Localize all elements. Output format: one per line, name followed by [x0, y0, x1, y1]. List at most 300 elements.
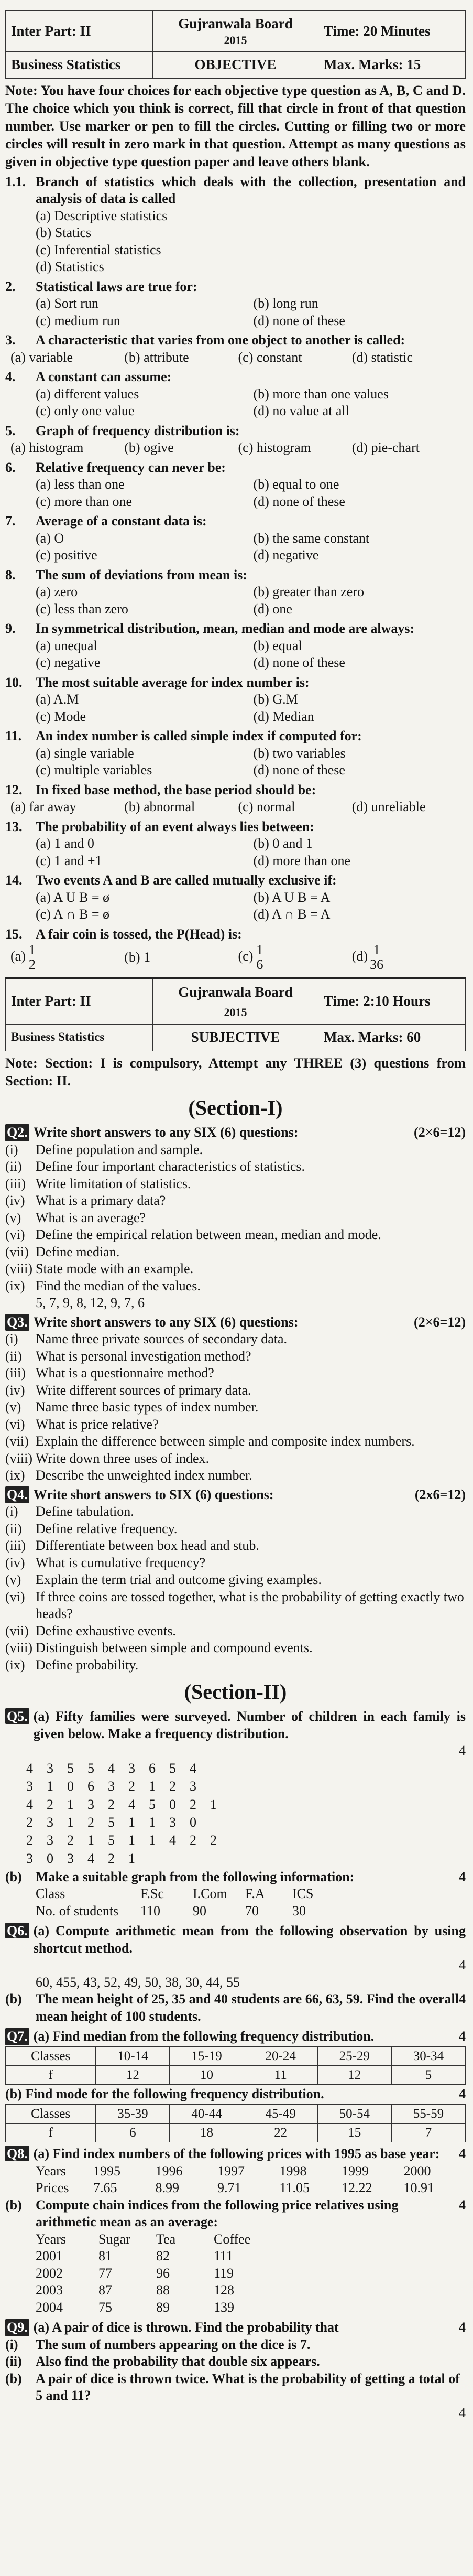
item-text: Define median.: [36, 1244, 120, 1259]
option: (b) attribute: [124, 349, 189, 365]
question-text: Relative frequency can never be:: [36, 459, 226, 475]
board-name: Gujranwala Board 2015: [152, 11, 318, 52]
table-cell: 10.91: [403, 2180, 434, 2196]
short-question: [5, 1158, 466, 1176]
item-number: (viii): [5, 1450, 32, 1466]
question-number: 3.: [5, 332, 16, 348]
table-cell: 5: [391, 2066, 465, 2085]
item-text: If three coins are tossed together, what is the probability of getting exactly two heads?: [36, 1589, 464, 1622]
price-relatives-table: [5, 2231, 466, 2316]
question-number: 13.: [5, 818, 23, 834]
option: (d) none of these: [253, 312, 345, 328]
option: (c) Mode: [36, 708, 86, 724]
table-cell: 15-19: [170, 2046, 244, 2065]
data-row: 3 1 0 6 3 2 1 2 3: [26, 1779, 196, 1794]
table-cell: 88: [156, 2282, 170, 2298]
table-cell: 82: [156, 2248, 170, 2264]
option: (c) normal: [238, 799, 295, 815]
section-2-title: (Section-II): [184, 1680, 287, 1704]
table-cell: 2000: [403, 2163, 431, 2179]
table-cell: 25-29: [317, 2046, 391, 2065]
option: (a) far away: [10, 799, 76, 815]
option: (a) variable: [10, 349, 73, 365]
option: (b) the same constant: [253, 530, 370, 546]
time-label: Time: 2:10 Hours: [318, 978, 466, 1025]
table-row: [6, 2124, 466, 2142]
option: (b) greater than zero: [253, 584, 364, 600]
item-number: (v): [5, 1210, 21, 1225]
item-number: (ii): [5, 1521, 22, 1536]
question-options: [5, 439, 466, 457]
question-text: A constant can assume:: [36, 369, 172, 385]
question-number: 5.: [5, 423, 16, 438]
item-text: Write limitation of statistics.: [36, 1176, 191, 1191]
table-cell: 87: [98, 2282, 112, 2298]
option: (d) Median: [253, 708, 314, 724]
item-number: (ix): [5, 1657, 25, 1673]
objective-questions: [5, 174, 466, 923]
table-cell: 1998: [279, 2163, 307, 2179]
question-8: Q8. (a) Find index numbers of the following prices with 1995 as base year: 4 Years 1995 1996 1997 1998 1999 2000 Prices 7.65 8.99 9.71 11.05 12.22 10.91 (b) Compute chain indices from the following price relatives using arithmetic mean as an average: 4 Years Sugar Tea Coffee 2001 81 82 111 2002 77 96 119 2003 87 88 128 2004 75 89 139: [5, 2146, 466, 2316]
table-row: [6, 2046, 466, 2065]
table-cell: 75: [98, 2299, 112, 2315]
item-text: Name three private sources of secondary data.: [36, 1331, 288, 1347]
item-text: The sum of numbers appearing on the dice is 7.: [36, 2336, 311, 2352]
table-cell: 128: [214, 2282, 234, 2298]
question-9: [5, 620, 466, 672]
table-cell: 18: [170, 2124, 244, 2142]
short-question: [5, 1467, 466, 1484]
item-number: (iii): [5, 1365, 26, 1381]
item-text: What is personal investigation method?: [36, 1348, 251, 1364]
question-11: [5, 728, 466, 779]
item-text: Define tabulation.: [36, 1504, 134, 1519]
option: (d) unreliable: [351, 799, 426, 815]
table-row: [6, 2066, 466, 2085]
option: (a) unequal: [36, 638, 97, 653]
short-question: [5, 1623, 466, 1640]
table-cell: 1999: [342, 2163, 369, 2179]
item-text: 5, 7, 9, 8, 12, 9, 7, 6: [36, 1295, 145, 1311]
table-cell: 2003: [36, 2282, 63, 2298]
item-number: (iii): [5, 1176, 26, 1191]
question-number: 14.: [5, 872, 23, 888]
max-marks: Max. Marks: 15: [318, 52, 466, 79]
short-question: [5, 1331, 466, 1348]
table-cell: 2002: [36, 2265, 63, 2281]
short-question: [5, 1555, 466, 1572]
question-text: The most suitable average for index number is:: [36, 674, 310, 690]
short-question: [5, 1537, 466, 1555]
table-cell: 8.99: [155, 2180, 179, 2196]
item-number: (i): [5, 1141, 18, 1157]
short-question: [5, 1521, 466, 1538]
question-6: Q6. (a) Compute arithmetic mean from the following observation by using shortcut method. 4 60, 455, 43, 52, 49, 50, 38, 30, 44, 55 (b) The mean height of 25, 35 and 40 students are 66, 63, 59. Find the overall mean height of 100 students. 4: [5, 1923, 466, 2024]
table-cell: 22: [244, 2124, 317, 2142]
question-options: [5, 691, 466, 725]
option: (a) A.M: [36, 692, 79, 707]
item-number: (i): [5, 2336, 18, 2352]
question-text: Graph of frequency distribution is:: [36, 423, 240, 438]
question-1: [5, 174, 466, 276]
question-number: 10.: [5, 674, 23, 690]
table-cell: Tea: [156, 2231, 176, 2247]
question-4: [5, 369, 466, 420]
table-cell: 11: [244, 2066, 317, 2085]
item-text: Define population and sample.: [36, 1141, 203, 1157]
short-question: [5, 1141, 466, 1159]
table-cell: Years: [36, 2231, 67, 2247]
option: (b) long run: [253, 296, 318, 311]
short-question: [5, 1589, 466, 1623]
table-cell: 1995: [93, 2163, 120, 2179]
option: (a) zero: [36, 584, 78, 600]
question-options: [5, 889, 466, 923]
item-text: Distinguish between simple and compound events.: [36, 1640, 313, 1656]
table-cell: 111: [214, 2248, 234, 2264]
question-15-options: (a) $\frac{1}{2}$ (b) 1 (c) $\frac{1}{6}$ (d) $\frac{1}{36}$: [10, 942, 384, 973]
item-number: (i): [5, 1331, 18, 1347]
item-number: (vi): [5, 1416, 25, 1432]
median-table: [5, 2046, 466, 2085]
table-cell: 12: [96, 2066, 170, 2085]
table-cell: 10: [170, 2066, 244, 2085]
option: (d) none of these: [253, 762, 345, 778]
item-text: What is price relative?: [36, 1416, 159, 1432]
option: (b) ogive: [124, 440, 174, 456]
table-cell: 11.05: [279, 2180, 310, 2196]
option: (d) one: [253, 601, 292, 617]
table-cell: 2001: [36, 2248, 63, 2264]
option: (d) more than one: [253, 853, 351, 868]
question-5: Q5. (a) Fifty families were surveyed. Number of children in each family is given below. Make a frequency distribution. 4 4 3 5 5 4 3 6 5 4 3 1 0 6 3 2 1 2 3 4 2 1 3 2 4 5 0 2 1 2 3 1 2 5 1 1 3 0 2 3 2 1 5 1 1 4 2 2 3 0 3 4 2 1 (b) Make a suitable graph from the following information: 4 Class F.Sc I.Com F.A ICS No. of students 110 90 70 30: [5, 1708, 466, 1920]
short-question: [5, 1450, 466, 1468]
option: (c) A ∩ B = ø: [36, 907, 110, 922]
sub-question: [5, 2336, 466, 2354]
item-text: Find the median of the values.: [36, 1278, 201, 1294]
option: (b) abnormal: [124, 799, 195, 815]
table-cell: 89: [156, 2299, 170, 2315]
option: (c) multiple variables: [36, 762, 152, 778]
short-question: [5, 1433, 466, 1450]
option: (a) O: [36, 530, 64, 546]
question-number: 7.: [5, 513, 16, 529]
question-15: 15. A fair coin is tossed, the P(Head) is:: [5, 926, 242, 942]
table-cell: 7: [391, 2124, 465, 2142]
option: (c) histogram: [238, 440, 311, 456]
item-text: Write different sources of primary data.: [36, 1382, 251, 1398]
option: (c) medium run: [36, 312, 120, 328]
question-3: Q3. Write short answers to any SIX (6) questions: (2×6=12) (i) Name three private sources of secondary data. (ii) What is personal investigation method? (iii) What is a questionnaire method? (iv) Write different sources of primary data. (v) Name three basic types of index number. (vi) What is price relative? (vii) Explain the difference between simple and composite index numbers. (viii) Write down three uses of index. (ix) Describe the unweighted index number.: [5, 1314, 466, 1484]
option: (c) more than one: [36, 493, 133, 509]
item-text: Explain the difference between simple and composite index numbers.: [36, 1433, 415, 1449]
table-cell: 35-39: [96, 2104, 170, 2123]
short-question: [5, 1192, 466, 1210]
data-row: 3 0 3 4 2 1: [26, 1850, 135, 1866]
paper-type: SUBJECTIVE: [152, 1024, 318, 1051]
option: (d) none of these: [253, 655, 345, 671]
short-question: [5, 1416, 466, 1433]
option: (d) statistic: [351, 349, 413, 365]
question-options: [5, 799, 466, 816]
question-number: 11.: [5, 728, 22, 744]
option: (c) 1 and +1: [36, 853, 102, 868]
option: (b) equal: [253, 638, 302, 653]
question-text: In symmetrical distribution, mean, median and mode are always:: [36, 621, 415, 637]
item-text: What is a primary data?: [36, 1193, 166, 1209]
option: (a) different values: [36, 386, 139, 402]
option: (d) Statistics: [36, 259, 104, 275]
table-cell: 81: [98, 2248, 112, 2264]
option: (d) A ∩ B = A: [253, 907, 331, 922]
option: (b) Statics: [36, 225, 92, 241]
table-cell: Coffee: [214, 2231, 251, 2247]
table-cell: Classes: [6, 2104, 96, 2123]
table-cell: 10-14: [96, 2046, 170, 2065]
time-label: Time: 20 Minutes: [318, 11, 466, 52]
option: (a) less than one: [36, 477, 125, 492]
short-question: [5, 1399, 466, 1416]
table-cell: 9.71: [217, 2180, 241, 2196]
option: (b) equal to one: [253, 477, 339, 492]
max-marks: Max. Marks: 60: [318, 1024, 466, 1051]
item-text: Define four important characteristics of statistics.: [36, 1159, 305, 1174]
section-1-title: (Section-I): [188, 1096, 283, 1120]
question-number: 4.: [5, 369, 16, 385]
board-name: Gujranwala Board 2015: [152, 978, 318, 1025]
short-question: [5, 1503, 466, 1521]
question-12: [5, 782, 466, 816]
sub-question: [5, 2353, 466, 2370]
item-text: State mode with an example.: [36, 1261, 194, 1277]
question-3: [5, 332, 466, 366]
item-text: Name three basic types of index number.: [36, 1399, 259, 1415]
question-6: [5, 459, 466, 511]
item-number: (iv): [5, 1382, 25, 1398]
question-options: [5, 584, 466, 618]
question-2: [5, 278, 466, 330]
short-question: [5, 1365, 466, 1382]
question-options: [5, 530, 466, 564]
price-table: [5, 2163, 466, 2197]
question-number: 12.: [5, 782, 23, 797]
option: (a) single variable: [36, 745, 134, 761]
item-number: (vi): [5, 1227, 25, 1243]
option: (d) none of these: [253, 493, 345, 509]
item-text: Differentiate between box head and stub.: [36, 1538, 259, 1554]
question-options: [5, 835, 466, 869]
item-number: (ix): [5, 1468, 25, 1483]
paper-type: OBJECTIVE: [152, 52, 318, 79]
table-cell: Sugar: [98, 2231, 130, 2247]
table-cell: 55-59: [391, 2104, 465, 2123]
option: (d) pie-chart: [351, 440, 420, 456]
question-number: 8.: [5, 567, 16, 583]
item-number: (v): [5, 1399, 21, 1415]
option: (b) A U B = A: [253, 889, 331, 905]
item-text: Also find the probability that double six appears.: [36, 2354, 320, 2369]
item-text: What is an average?: [36, 1210, 146, 1225]
question-text: In fixed base method, the base period should be:: [36, 782, 316, 797]
table-cell: 12: [317, 2066, 391, 2085]
item-text: What is cumulative frequency?: [36, 1555, 206, 1570]
option: (b) two variables: [253, 745, 346, 761]
students-table: Class F.Sc I.Com F.A ICS No. of students 110 90 70 30: [36, 1886, 314, 1918]
option: (a) Sort run: [36, 296, 98, 311]
question-4: Q4. Write short answers to SIX (6) questions: (2x6=12) (i) Define tabulation. (ii) Define relative frequency. (iii) Differentiate between box head and stub. (iv) What is cumulative frequency? (v) Explain the term trial and outcome giving examples. (vi) If three coins are tossed together, what is the probability of getting exactly two heads? (vii) Define exhaustive events. (viii) Distinguish between simple and compound events. (ix) Define probability.: [5, 1486, 466, 1674]
table-cell: 139: [214, 2299, 234, 2315]
question-7: Q7. (a) Find median from the following frequency distribution. 4 Classes 10-14 15-19 20-24 25-29 30-34 f 12 10 11 12 5 (b) Find mode for the following frequency distribution. 4 Classes 35-39 40-44 45-49 50-54 55-59 f 6 18 22 15 7: [5, 2028, 466, 2142]
item-text: What is a questionnaire method?: [36, 1365, 214, 1381]
table-cell: 1997: [217, 2163, 245, 2179]
question-number: 1.1.: [5, 174, 26, 189]
option: (b) 0 and 1: [253, 836, 313, 852]
subjective-note: Note: Section: I is compulsory, Attempt any THREE (3) questions from Section: II.: [5, 1054, 466, 1088]
objective-header: [5, 10, 466, 79]
short-question: [5, 1382, 466, 1399]
option: (b) more than one values: [253, 386, 389, 402]
question-7: [5, 513, 466, 564]
item-number: (viii): [5, 1640, 32, 1656]
item-number: (b): [5, 2370, 22, 2386]
option: (d) no value at all: [253, 403, 349, 419]
question-14: [5, 872, 466, 923]
table-cell: 1996: [155, 2163, 183, 2179]
option: (c) constant: [238, 349, 302, 365]
question-text: Statistical laws are true for:: [36, 278, 197, 294]
question-number: 6.: [5, 459, 16, 475]
short-question: [5, 1348, 466, 1365]
option: (d) negative: [253, 547, 319, 563]
question-text: The sum of deviations from mean is:: [36, 567, 247, 583]
item-text: A pair of dice is thrown twice. What is the probability of getting a total of 5 and 11?: [36, 2370, 460, 2403]
item-number: (vi): [5, 1589, 25, 1604]
question-options: [5, 208, 466, 276]
data-row: 2 3 2 1 5 1 1 4 2 2: [26, 1833, 217, 1848]
question-number: 2.: [5, 278, 16, 294]
option: (c) Inferential statistics: [36, 242, 161, 257]
objective-note: Note: You have four choices for each objective type question as A, B, C and D. The choice which you think is correct, fill that circle in front of that question number. Use marker or pen to fill the circles. Cutting or filling two or more circles will result in zero mark in that question. Attempt as many questions as given in objective type question paper and leave others blank.: [5, 82, 466, 169]
question-9: Q9. (a) A pair of dice is thrown. Find the probability that 4 (i) The sum of numbers appearing on the dice is 7. (ii) Also find the probability that double six appears. (b) A pair of dice is thrown twice. What is the probability of getting a total of 5 and 11? 4: [5, 2320, 466, 2420]
subject-label: Business Statistics: [6, 52, 153, 79]
question-options: [5, 638, 466, 672]
question-text: An index number is called simple index if computed for:: [36, 728, 362, 744]
table-row: [6, 2104, 466, 2123]
table-cell: 30-34: [391, 2046, 465, 2065]
item-number: (ii): [5, 1348, 22, 1364]
question-text: The probability of an event always lies between:: [36, 818, 314, 834]
option: (c) positive: [36, 547, 97, 563]
short-question: [5, 1295, 466, 1312]
question-text: A characteristic that varies from one object to another is called:: [36, 332, 405, 348]
table-cell: 45-49: [244, 2104, 317, 2123]
table-cell: 96: [156, 2265, 170, 2281]
table-cell: 15: [317, 2124, 391, 2142]
item-number: (iv): [5, 1193, 25, 1209]
table-cell: Prices: [36, 2180, 69, 2196]
item-number: (ii): [5, 2354, 22, 2369]
option: (b) G.M: [253, 692, 298, 707]
data-row: 4 2 1 3 2 4 5 0 2 1: [26, 1796, 217, 1812]
option: (c) less than zero: [36, 601, 128, 617]
table-cell: 6: [96, 2124, 170, 2142]
table-cell: f: [6, 2124, 96, 2142]
short-question: [5, 1640, 466, 1657]
mode-table: [5, 2104, 466, 2143]
question-options: [5, 295, 466, 329]
inter-part: Inter Part: II: [6, 978, 153, 1025]
option: (c) only one value: [36, 403, 135, 419]
item-number: (i): [5, 1504, 18, 1519]
short-question: [5, 1260, 466, 1278]
short-question: [5, 1244, 466, 1261]
table-cell: 20-24: [244, 2046, 317, 2065]
question-options: [5, 476, 466, 510]
question-options: [5, 349, 466, 367]
data-row: 2 3 1 2 5 1 1 3 0: [26, 1814, 196, 1830]
question-13: [5, 818, 466, 870]
item-number: (ix): [5, 1278, 25, 1294]
short-question: [5, 1210, 466, 1227]
table-cell: 77: [98, 2265, 112, 2281]
item-text: Describe the unweighted index number.: [36, 1468, 252, 1483]
item-number: (vii): [5, 1244, 29, 1259]
table-cell: Years: [36, 2163, 67, 2179]
short-question: [5, 1571, 466, 1589]
table-cell: 12.22: [342, 2180, 372, 2196]
table-cell: 40-44: [170, 2104, 244, 2123]
question-options: [5, 386, 466, 420]
item-text: Define the empirical relation between mean, median and mode.: [36, 1227, 381, 1243]
item-text: Write down three uses of index.: [36, 1450, 210, 1466]
item-text: Define exhaustive events.: [36, 1623, 176, 1639]
item-number: (v): [5, 1572, 21, 1588]
subjective-header: [5, 977, 466, 1051]
question-5: [5, 423, 466, 457]
inter-part: Inter Part: II: [6, 11, 153, 52]
data-row: 4 3 5 5 4 3 6 5 4: [26, 1760, 196, 1776]
question-text: Two events A and B are called mutually exclusive if:: [36, 872, 337, 888]
table-cell: 7.65: [93, 2180, 117, 2196]
option: (a) Descriptive statistics: [36, 208, 168, 223]
table-cell: 119: [214, 2265, 234, 2281]
item-text: Define probability.: [36, 1657, 139, 1673]
question-2: Q2. Write short answers to any SIX (6) questions: (2×6=12) (i) Define population and sample. (ii) Define four important characteristics of statistics. (iii) Write limitation of statistics. (iv) What is a primary data? (v) What is an average? (vi) Define the empirical relation between mean, median and mode. (vii) Define median. (viii) State mode with an example. (ix) Find the median of the values. 5, 7, 9, 8, 12, 9, 7, 6: [5, 1124, 466, 1312]
item-text: Define relative frequency.: [36, 1521, 178, 1536]
table-cell: f: [6, 2066, 96, 2085]
option: (c) negative: [36, 655, 101, 671]
option: (a) histogram: [10, 440, 84, 456]
item-number: (vii): [5, 1623, 29, 1639]
short-question: [5, 1226, 466, 1244]
short-question: [5, 1278, 466, 1295]
table-cell: 50-54: [317, 2104, 391, 2123]
question-number: 9.: [5, 621, 16, 637]
question-10: [5, 674, 466, 726]
item-number: (iii): [5, 1538, 26, 1554]
question-text: Average of a constant data is:: [36, 513, 207, 529]
option: (a) A U B = ø: [36, 889, 110, 905]
item-number: (iv): [5, 1555, 25, 1570]
item-text: Explain the term trial and outcome giving examples.: [36, 1572, 322, 1588]
question-options: [5, 745, 466, 779]
item-number: (viii): [5, 1261, 32, 1277]
short-question: [5, 1657, 466, 1674]
item-number: [5, 1295, 36, 1312]
sub-question: [5, 2370, 466, 2405]
question-text: Branch of statistics which deals with the collection, presentation and analysis of data is called: [36, 174, 466, 207]
short-question: [5, 1176, 466, 1193]
